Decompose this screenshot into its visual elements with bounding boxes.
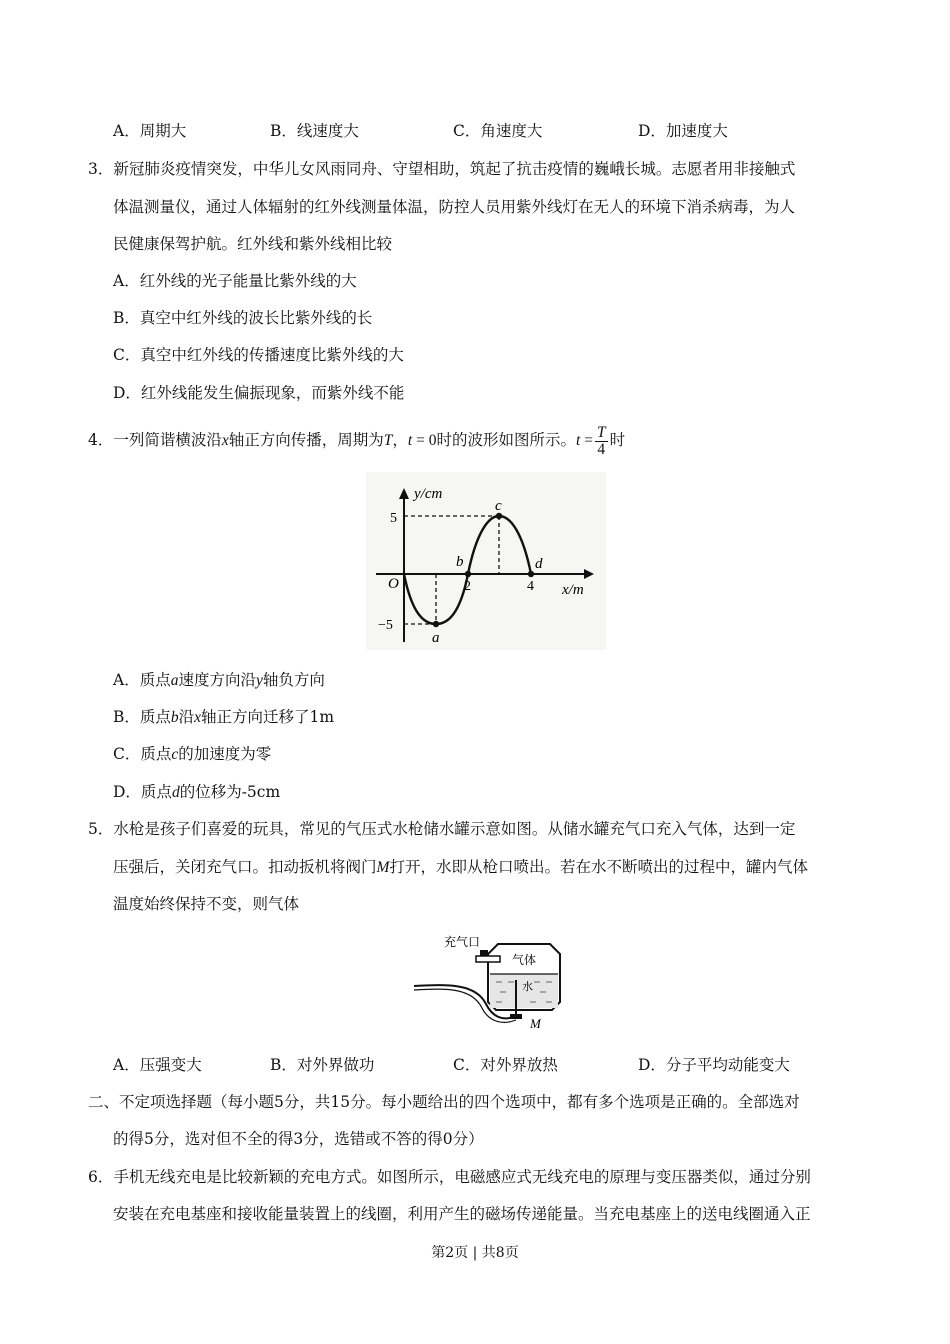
q6-stem-line1: 6．手机无线充电是比较新颖的充电方式。如图所示，电磁感应式无线充电的原理与变压器类似，通过分别 <box>88 1168 811 1186</box>
tick-y-positive: 5 <box>390 511 397 526</box>
inlet-pipe <box>476 956 500 962</box>
water-label: 水 <box>522 981 533 993</box>
section2-heading-line2: 的得5分，选对但不全的得3分，选错或不答的得0分） <box>113 1130 484 1148</box>
q5-stem-line2: 压强后，关闭充气口。扣动扳机将阀门M打开，水即从枪口喷出。若在水不断喷出的过程中，罐内气体 <box>113 858 808 876</box>
q6-stem-line2: 安装在充电基座和接收能量装置上的线圈，利用产生的磁场传递能量。当充电基座上的送电线圈通入正 <box>113 1205 811 1223</box>
q3-stem-line1: 3．新冠肺炎疫情突发，中华儿女风雨同舟、守望相助，筑起了抗击疫情的巍峨长城。志愿者用非接触式 <box>88 160 796 178</box>
inlet-label: 充气口 <box>444 935 481 949</box>
q5-option-c: C．对外界放热 <box>453 1056 558 1074</box>
q3-stem-line3: 民健康保驾护航。红外线和紫外线相比较 <box>113 235 393 253</box>
point-d-label: d <box>535 556 543 572</box>
q2-option-d: D．加速度大 <box>638 122 728 140</box>
q4-option-b: B．质点b沿x轴正方向迁移了1m <box>113 708 335 726</box>
q4-option-a: A．质点a速度方向沿y轴负方向 <box>113 671 325 689</box>
x-axis-label: x/m <box>562 582 584 598</box>
point-d-marker <box>528 571 534 577</box>
tick-x-2: 2 <box>464 579 471 594</box>
point-b-marker <box>465 571 471 577</box>
q3-option-b: B．真空中红外线的波长比紫外线的长 <box>113 309 373 327</box>
q4-option-d: D．质点d的位移为-5cm <box>113 783 281 801</box>
q3-option-d: D．红外线能发生偏振现象，而紫外线不能 <box>113 384 405 402</box>
water-gun-tank-figure <box>410 930 570 1030</box>
tick-y-negative: −5 <box>378 618 393 633</box>
point-a-marker <box>433 621 439 627</box>
wave-graph <box>366 472 606 650</box>
q3-stem-line2: 体温测量仪，通过人体辐射的红外线测量体温，防控人员用紫外线灯在无人的环境下消杀病毒，为人 <box>113 198 796 216</box>
point-a-label: a <box>432 630 440 646</box>
point-c-label: c <box>495 498 502 514</box>
gas-label: 气体 <box>512 953 537 967</box>
q4-option-c: C．质点c的加速度为零 <box>113 745 272 763</box>
section2-heading-line1: 二、不定项选择题（每小题5分，共15分。每小题给出的四个选项中，都有多个选项是正确的。全部选对 <box>88 1093 800 1111</box>
q3-option-a: A．红外线的光子能量比紫外线的大 <box>113 272 357 290</box>
q4-stem: 4．一列简谐横波沿x轴正方向传播，周期为T，t = 0时的波形如图所示。t = $\frac{T}{4}$ 时 <box>88 423 626 458</box>
q5-option-a: A．压强变大 <box>113 1056 202 1074</box>
q3-option-c: C．真空中红外线的传播速度比紫外线的大 <box>113 346 404 364</box>
q5-option-d: D．分子平均动能变大 <box>638 1056 790 1074</box>
valve-label: M <box>530 1016 541 1030</box>
q2-option-b: B．线速度大 <box>270 122 359 140</box>
origin-label: O <box>388 576 399 592</box>
tick-x-4: 4 <box>527 579 534 594</box>
q5-stem-line3: 温度始终保持不变，则气体 <box>113 895 300 913</box>
fraction-t-over-4: $\frac{T}{4}$ <box>596 423 606 458</box>
q5-option-b: B．对外界做功 <box>270 1056 375 1074</box>
point-b-label: b <box>456 554 464 570</box>
q5-stem-line1: 5．水枪是孩子们喜爱的玩具，常见的气压式水枪储水罐示意如图。从储水罐充气口充入气体，达到一定 <box>88 820 796 838</box>
q2-option-a: A．周期大 <box>113 122 187 140</box>
page-footer: 第2页 | 共8页 <box>431 1245 519 1261</box>
q2-option-c: C．角速度大 <box>453 122 543 140</box>
inlet-cap <box>480 950 488 956</box>
y-axis-label: y/cm <box>414 486 443 502</box>
